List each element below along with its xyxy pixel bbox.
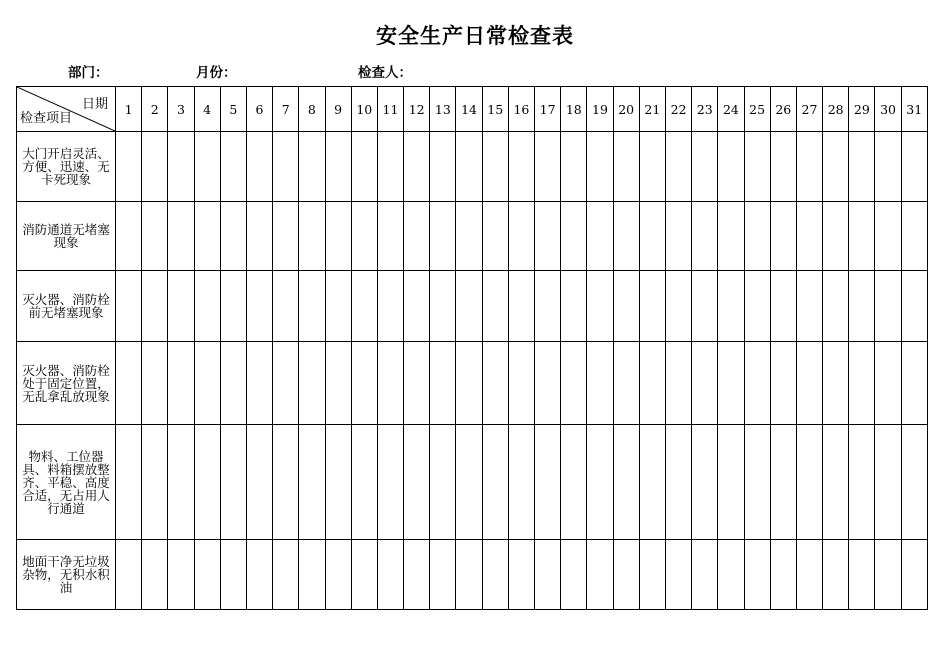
check-cell[interactable] bbox=[273, 132, 299, 202]
check-cell[interactable] bbox=[692, 202, 718, 271]
check-cell[interactable] bbox=[325, 132, 351, 202]
check-cell[interactable] bbox=[535, 342, 561, 425]
check-cell[interactable] bbox=[299, 540, 325, 610]
check-cell[interactable] bbox=[718, 202, 744, 271]
check-cell[interactable] bbox=[168, 540, 194, 610]
check-cell[interactable] bbox=[116, 202, 142, 271]
check-cell[interactable] bbox=[273, 202, 299, 271]
check-cell[interactable] bbox=[430, 202, 456, 271]
check-cell[interactable] bbox=[508, 202, 534, 271]
check-cell[interactable] bbox=[508, 271, 534, 342]
check-cell[interactable] bbox=[482, 202, 508, 271]
day-header-cell: 15 bbox=[482, 87, 508, 132]
inspection-table bbox=[16, 86, 928, 610]
check-cell[interactable] bbox=[692, 271, 718, 342]
check-cell[interactable] bbox=[587, 271, 613, 342]
check-cell[interactable] bbox=[901, 425, 927, 540]
check-cell[interactable] bbox=[692, 425, 718, 540]
check-cell[interactable] bbox=[744, 202, 770, 271]
check-cell[interactable] bbox=[744, 425, 770, 540]
check-cell[interactable] bbox=[456, 132, 482, 202]
check-cell[interactable] bbox=[613, 271, 639, 342]
day-header-cell: 29 bbox=[849, 87, 875, 132]
check-cell[interactable] bbox=[508, 425, 534, 540]
check-cell[interactable] bbox=[849, 202, 875, 271]
check-cell[interactable] bbox=[796, 132, 822, 202]
check-cell[interactable] bbox=[351, 342, 377, 425]
check-cell[interactable] bbox=[561, 271, 587, 342]
check-cell[interactable] bbox=[901, 132, 927, 202]
check-cell[interactable] bbox=[744, 540, 770, 610]
check-cell[interactable] bbox=[823, 425, 849, 540]
day-header-cell: 20 bbox=[613, 87, 639, 132]
check-cell[interactable] bbox=[718, 342, 744, 425]
check-cell[interactable] bbox=[875, 342, 901, 425]
check-cell[interactable] bbox=[535, 202, 561, 271]
check-item-label: 灭火器、消防栓前无堵塞现象 bbox=[17, 271, 116, 342]
check-cell[interactable] bbox=[535, 425, 561, 540]
day-header-cell: 26 bbox=[770, 87, 796, 132]
check-cell[interactable] bbox=[194, 425, 220, 540]
check-cell[interactable] bbox=[404, 202, 430, 271]
check-cell[interactable] bbox=[718, 425, 744, 540]
day-header-cell: 30 bbox=[875, 87, 901, 132]
check-cell[interactable] bbox=[142, 342, 168, 425]
page-title: 安全生产日常检查表 bbox=[376, 24, 574, 48]
check-cell[interactable] bbox=[901, 540, 927, 610]
check-cell[interactable] bbox=[744, 271, 770, 342]
date-header-label: 日期 bbox=[81, 97, 108, 112]
check-cell[interactable] bbox=[613, 342, 639, 425]
check-cell[interactable] bbox=[246, 271, 272, 342]
check-cell[interactable] bbox=[168, 202, 194, 271]
check-cell[interactable] bbox=[404, 342, 430, 425]
check-cell[interactable] bbox=[718, 540, 744, 610]
check-cell[interactable] bbox=[168, 271, 194, 342]
check-cell[interactable] bbox=[718, 132, 744, 202]
check-cell[interactable] bbox=[796, 540, 822, 610]
check-cell[interactable] bbox=[561, 425, 587, 540]
check-cell[interactable] bbox=[299, 342, 325, 425]
check-cell[interactable] bbox=[823, 540, 849, 610]
check-cell[interactable] bbox=[587, 540, 613, 610]
check-cell[interactable] bbox=[875, 132, 901, 202]
day-header-cell: 11 bbox=[377, 87, 403, 132]
check-cell[interactable] bbox=[194, 342, 220, 425]
check-cell[interactable] bbox=[613, 540, 639, 610]
check-item-label: 物料、工位器具、料箱摆放整齐、平稳、高度合适，无占用人行通道 bbox=[17, 425, 116, 540]
check-cell[interactable] bbox=[325, 342, 351, 425]
check-cell[interactable] bbox=[665, 425, 691, 540]
check-cell[interactable] bbox=[377, 425, 403, 540]
check-cell[interactable] bbox=[220, 271, 246, 342]
check-cell[interactable] bbox=[142, 540, 168, 610]
check-cell[interactable] bbox=[770, 425, 796, 540]
check-cell[interactable] bbox=[430, 132, 456, 202]
check-cell[interactable] bbox=[823, 202, 849, 271]
check-cell[interactable] bbox=[875, 425, 901, 540]
check-cell[interactable] bbox=[849, 425, 875, 540]
check-cell[interactable] bbox=[456, 425, 482, 540]
check-cell[interactable] bbox=[142, 202, 168, 271]
day-header-cell: 23 bbox=[692, 87, 718, 132]
day-header-cell: 12 bbox=[404, 87, 430, 132]
check-cell[interactable] bbox=[377, 132, 403, 202]
check-cell[interactable] bbox=[482, 132, 508, 202]
check-cell[interactable] bbox=[273, 342, 299, 425]
check-cell[interactable] bbox=[168, 425, 194, 540]
check-cell[interactable] bbox=[299, 132, 325, 202]
check-cell[interactable] bbox=[770, 342, 796, 425]
check-cell[interactable] bbox=[377, 342, 403, 425]
check-cell[interactable] bbox=[535, 132, 561, 202]
check-cell[interactable] bbox=[482, 342, 508, 425]
check-cell[interactable] bbox=[535, 271, 561, 342]
check-cell[interactable] bbox=[116, 425, 142, 540]
day-header-cell: 21 bbox=[639, 87, 665, 132]
check-cell[interactable] bbox=[246, 342, 272, 425]
check-cell[interactable] bbox=[325, 425, 351, 540]
check-cell[interactable] bbox=[246, 132, 272, 202]
checklist-row bbox=[17, 342, 928, 425]
check-cell[interactable] bbox=[299, 425, 325, 540]
check-cell[interactable] bbox=[220, 425, 246, 540]
check-cell[interactable] bbox=[587, 202, 613, 271]
check-cell[interactable] bbox=[901, 271, 927, 342]
check-cell[interactable] bbox=[430, 271, 456, 342]
check-cell[interactable] bbox=[508, 342, 534, 425]
check-cell[interactable] bbox=[273, 425, 299, 540]
check-cell[interactable] bbox=[770, 132, 796, 202]
checklist-row bbox=[17, 540, 928, 610]
check-cell[interactable] bbox=[744, 342, 770, 425]
check-cell[interactable] bbox=[482, 425, 508, 540]
check-cell[interactable] bbox=[351, 271, 377, 342]
check-cell[interactable] bbox=[901, 202, 927, 271]
check-cell[interactable] bbox=[823, 342, 849, 425]
check-cell[interactable] bbox=[456, 342, 482, 425]
department-label: 部门： bbox=[68, 65, 109, 81]
check-cell[interactable] bbox=[404, 271, 430, 342]
check-cell[interactable] bbox=[639, 202, 665, 271]
check-cell[interactable] bbox=[404, 425, 430, 540]
check-cell[interactable] bbox=[561, 132, 587, 202]
check-cell[interactable] bbox=[116, 342, 142, 425]
check-cell[interactable] bbox=[639, 132, 665, 202]
check-cell[interactable] bbox=[194, 271, 220, 342]
month-label: 月份： bbox=[196, 65, 237, 81]
check-cell[interactable] bbox=[613, 425, 639, 540]
day-header-cell: 9 bbox=[325, 87, 351, 132]
check-cell[interactable] bbox=[639, 342, 665, 425]
check-cell[interactable] bbox=[430, 540, 456, 610]
check-cell[interactable] bbox=[665, 202, 691, 271]
check-cell[interactable] bbox=[194, 132, 220, 202]
day-header-cell: 8 bbox=[299, 87, 325, 132]
check-cell[interactable] bbox=[796, 425, 822, 540]
check-cell[interactable] bbox=[351, 425, 377, 540]
day-header-cell: 13 bbox=[430, 87, 456, 132]
check-cell[interactable] bbox=[246, 202, 272, 271]
checklist-row bbox=[17, 202, 928, 271]
check-cell[interactable] bbox=[639, 540, 665, 610]
check-cell[interactable] bbox=[770, 202, 796, 271]
day-header-cell: 22 bbox=[665, 87, 691, 132]
check-cell[interactable] bbox=[718, 271, 744, 342]
check-cell[interactable] bbox=[875, 202, 901, 271]
check-cell[interactable] bbox=[377, 271, 403, 342]
day-header-cell: 7 bbox=[273, 87, 299, 132]
check-cell[interactable] bbox=[770, 271, 796, 342]
day-header-cell: 16 bbox=[508, 87, 534, 132]
day-header-cell: 14 bbox=[456, 87, 482, 132]
check-cell[interactable] bbox=[613, 202, 639, 271]
checklist-row bbox=[17, 425, 928, 540]
check-cell[interactable] bbox=[325, 271, 351, 342]
check-cell[interactable] bbox=[116, 271, 142, 342]
check-cell[interactable] bbox=[561, 202, 587, 271]
check-cell[interactable] bbox=[744, 132, 770, 202]
check-cell[interactable] bbox=[692, 132, 718, 202]
check-cell[interactable] bbox=[796, 202, 822, 271]
check-cell[interactable] bbox=[456, 540, 482, 610]
check-item-label: 地面干净无垃圾杂物，无积水积油 bbox=[17, 540, 116, 610]
check-cell[interactable] bbox=[587, 342, 613, 425]
check-cell[interactable] bbox=[482, 271, 508, 342]
check-cell[interactable] bbox=[849, 132, 875, 202]
check-cell[interactable] bbox=[639, 271, 665, 342]
check-cell[interactable] bbox=[220, 342, 246, 425]
check-cell[interactable] bbox=[456, 202, 482, 271]
check-cell[interactable] bbox=[168, 342, 194, 425]
check-cell[interactable] bbox=[116, 132, 142, 202]
check-cell[interactable] bbox=[299, 202, 325, 271]
header-corner-cell bbox=[17, 87, 116, 132]
day-header-cell: 18 bbox=[561, 87, 587, 132]
check-cell[interactable] bbox=[482, 540, 508, 610]
check-cell[interactable] bbox=[430, 342, 456, 425]
check-cell[interactable] bbox=[299, 271, 325, 342]
check-cell[interactable] bbox=[220, 132, 246, 202]
check-cell[interactable] bbox=[220, 202, 246, 271]
check-item-label: 消防通道无堵塞现象 bbox=[17, 202, 116, 271]
check-cell[interactable] bbox=[194, 540, 220, 610]
check-cell[interactable] bbox=[325, 202, 351, 271]
day-header-cell: 24 bbox=[718, 87, 744, 132]
checklist-row bbox=[17, 271, 928, 342]
check-cell[interactable] bbox=[613, 132, 639, 202]
day-header-cell: 3 bbox=[168, 87, 194, 132]
day-header-cell: 5 bbox=[220, 87, 246, 132]
day-header-cell: 2 bbox=[142, 87, 168, 132]
check-cell[interactable] bbox=[142, 425, 168, 540]
check-cell[interactable] bbox=[665, 342, 691, 425]
check-cell[interactable] bbox=[430, 425, 456, 540]
check-cell[interactable] bbox=[796, 342, 822, 425]
check-cell[interactable] bbox=[377, 202, 403, 271]
check-cell[interactable] bbox=[875, 540, 901, 610]
check-cell[interactable] bbox=[849, 540, 875, 610]
check-cell[interactable] bbox=[823, 271, 849, 342]
check-cell[interactable] bbox=[508, 132, 534, 202]
check-cell[interactable] bbox=[665, 132, 691, 202]
check-cell[interactable] bbox=[561, 540, 587, 610]
check-cell[interactable] bbox=[692, 342, 718, 425]
check-cell[interactable] bbox=[246, 425, 272, 540]
check-cell[interactable] bbox=[535, 540, 561, 610]
check-cell[interactable] bbox=[849, 342, 875, 425]
day-header-cell: 28 bbox=[823, 87, 849, 132]
checklist-row bbox=[17, 132, 928, 202]
check-cell[interactable] bbox=[404, 132, 430, 202]
check-cell[interactable] bbox=[639, 425, 665, 540]
check-cell[interactable] bbox=[901, 342, 927, 425]
check-cell[interactable] bbox=[587, 132, 613, 202]
check-cell[interactable] bbox=[796, 271, 822, 342]
check-cell[interactable] bbox=[849, 271, 875, 342]
check-cell[interactable] bbox=[692, 540, 718, 610]
day-header-cell: 31 bbox=[901, 87, 927, 132]
day-header-cell: 27 bbox=[796, 87, 822, 132]
check-cell[interactable] bbox=[377, 540, 403, 610]
check-cell[interactable] bbox=[404, 540, 430, 610]
check-cell[interactable] bbox=[246, 540, 272, 610]
day-header-cell: 17 bbox=[535, 87, 561, 132]
inspector-label: 检查人： bbox=[358, 65, 412, 81]
check-cell[interactable] bbox=[770, 540, 796, 610]
check-cell[interactable] bbox=[665, 540, 691, 610]
check-item-label: 大门开启灵活、方便、迅速、无卡死现象 bbox=[17, 132, 116, 202]
check-cell[interactable] bbox=[142, 271, 168, 342]
check-cell[interactable] bbox=[194, 202, 220, 271]
check-item-label: 灭火器、消防栓处于固定位置，无乱拿乱放现象 bbox=[17, 342, 116, 425]
day-header-cell: 25 bbox=[744, 87, 770, 132]
check-cell[interactable] bbox=[456, 271, 482, 342]
check-cell[interactable] bbox=[351, 540, 377, 610]
check-cell[interactable] bbox=[665, 271, 691, 342]
check-cell[interactable] bbox=[875, 271, 901, 342]
check-cell[interactable] bbox=[273, 271, 299, 342]
check-cell[interactable] bbox=[351, 132, 377, 202]
check-cell[interactable] bbox=[823, 132, 849, 202]
check-cell[interactable] bbox=[508, 540, 534, 610]
check-cell[interactable] bbox=[168, 132, 194, 202]
check-cell[interactable] bbox=[273, 540, 299, 610]
check-cell[interactable] bbox=[142, 132, 168, 202]
check-cell[interactable] bbox=[351, 202, 377, 271]
day-header-cell: 19 bbox=[587, 87, 613, 132]
check-cell[interactable] bbox=[561, 342, 587, 425]
check-cell[interactable] bbox=[587, 425, 613, 540]
day-header-cell: 6 bbox=[246, 87, 272, 132]
check-cell[interactable] bbox=[116, 540, 142, 610]
item-header-label: 检查项目 bbox=[20, 111, 73, 126]
check-cell[interactable] bbox=[220, 540, 246, 610]
day-header-cell: 10 bbox=[351, 87, 377, 132]
day-header-cell: 1 bbox=[116, 87, 142, 132]
day-header-cell: 4 bbox=[194, 87, 220, 132]
check-cell[interactable] bbox=[325, 540, 351, 610]
